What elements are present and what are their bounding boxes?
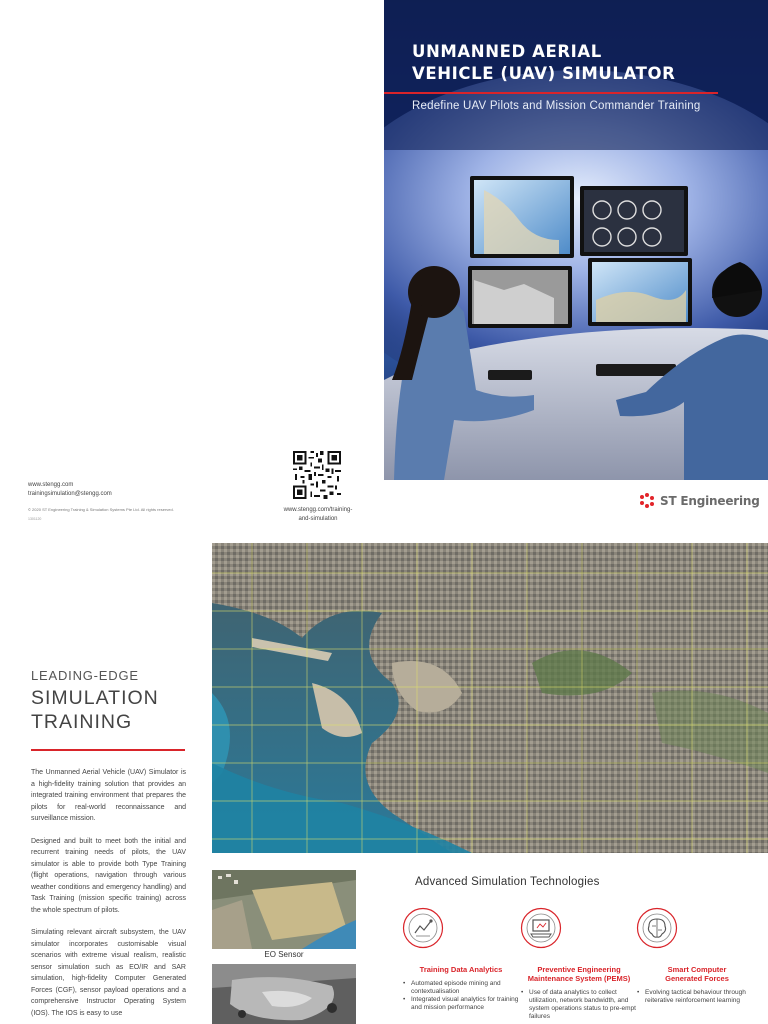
list-item: • Evolving tactical behaviour through reiterative reinforcement learning	[636, 989, 758, 1005]
qr-caption[interactable]	[270, 506, 366, 524]
maintenance-icon	[520, 907, 562, 949]
contact-block	[28, 481, 174, 524]
section-kicker: LEADING-EDGE	[31, 668, 139, 683]
cgf-brain-icon	[636, 907, 678, 949]
list-item: • Use of data analytics to collect utilization, network bandwidth, and system operations status to pre-empt failures	[520, 989, 638, 1021]
brand-name: ST Engineering	[660, 493, 760, 508]
email-link[interactable]: trainingsimulation@stengg.com	[28, 491, 112, 497]
hero-title-line-2: VEHICLE (UAV) SIMULATOR	[412, 64, 676, 83]
website-link[interactable]: www.stengg.com	[28, 482, 74, 488]
technology-name-line-1: Preventive Engineering	[537, 965, 621, 974]
hero-divider	[384, 92, 718, 94]
technology-name-line-2: Maintenance System (PEMS)	[527, 974, 631, 983]
copyright-text: © 2020 ST Engineering Training & Simulation Systems Pte Ltd. All rights reserved.	[28, 507, 174, 512]
hero-title-line-1: UNMANNED AERIAL	[412, 42, 602, 61]
technology-card	[402, 907, 520, 1012]
list-item: • Automated episode mining and contextualisation	[402, 980, 520, 996]
paragraph: The Unmanned Aerial Vehicle (UAV) Simulator is a high-fidelity training solution that provides an integrated training environment that prepares the pilots for real-world reconnaissance and surveillance mission.	[31, 769, 186, 822]
technology-name-line-2: Generated Forces	[665, 974, 729, 983]
technology-bullets	[636, 989, 758, 1005]
section-title-line-2: TRAINING	[31, 711, 133, 733]
technology-card	[636, 907, 758, 1005]
analytics-icon	[402, 907, 444, 949]
body-copy	[31, 767, 186, 1024]
eo-sensor-caption: EO Sensor	[264, 950, 304, 959]
hero-title	[412, 41, 752, 85]
qr-code[interactable]	[293, 451, 341, 499]
qr-caption-line-2: and-simulation	[298, 516, 338, 522]
technology-name	[636, 965, 758, 983]
paragraph: Simulating relevant aircraft subsystem, the UAV simulator incorporates customisable visual scenarios with extreme visual realism, realistic sensor simulation such as EO/IR and SAR simulation, high-fidelity Computer Generated Forces (CGF), sensor payload operations and a comprehensive Instructor Operating System (IOS). The IOS is easy to use	[31, 929, 186, 1017]
section-title	[31, 686, 201, 734]
sar-sensor-image	[212, 964, 356, 1024]
qr-caption-line-1: www.stengg.com/training-	[283, 507, 353, 513]
technologies-heading: Advanced Simulation Technologies	[415, 876, 600, 888]
hero-panel	[384, 0, 768, 480]
technology-name	[402, 965, 520, 974]
brand-logo	[640, 493, 760, 508]
hero-subtitle: Redefine UAV Pilots and Mission Commander Training	[412, 100, 701, 112]
st-engineering-logo-icon	[640, 493, 655, 508]
technology-name-line-1: Training Data Analytics	[419, 965, 503, 974]
technology-name	[520, 965, 638, 983]
technology-card	[520, 907, 638, 1021]
eo-sensor-image	[212, 870, 356, 949]
document-code: 1301120	[28, 517, 42, 521]
section-title-line-1: SIMULATION	[31, 687, 159, 709]
section-divider	[31, 749, 185, 751]
aerial-map-image	[212, 543, 768, 853]
technology-bullets	[402, 980, 520, 1012]
technology-bullets	[520, 989, 638, 1021]
list-item: • Integrated visual analytics for training and mission performance	[402, 996, 520, 1012]
technology-name-line-1: Smart Computer	[667, 965, 727, 974]
paragraph: Designed and built to meet both the initial and recurrent training needs of pilots, the UAV simulator is able to provide both Type Training (flight operations, navigation through various weather conditions and emergency handling) and Task Training (mission specific training) across the whole spectrum of pilots.	[31, 837, 186, 914]
